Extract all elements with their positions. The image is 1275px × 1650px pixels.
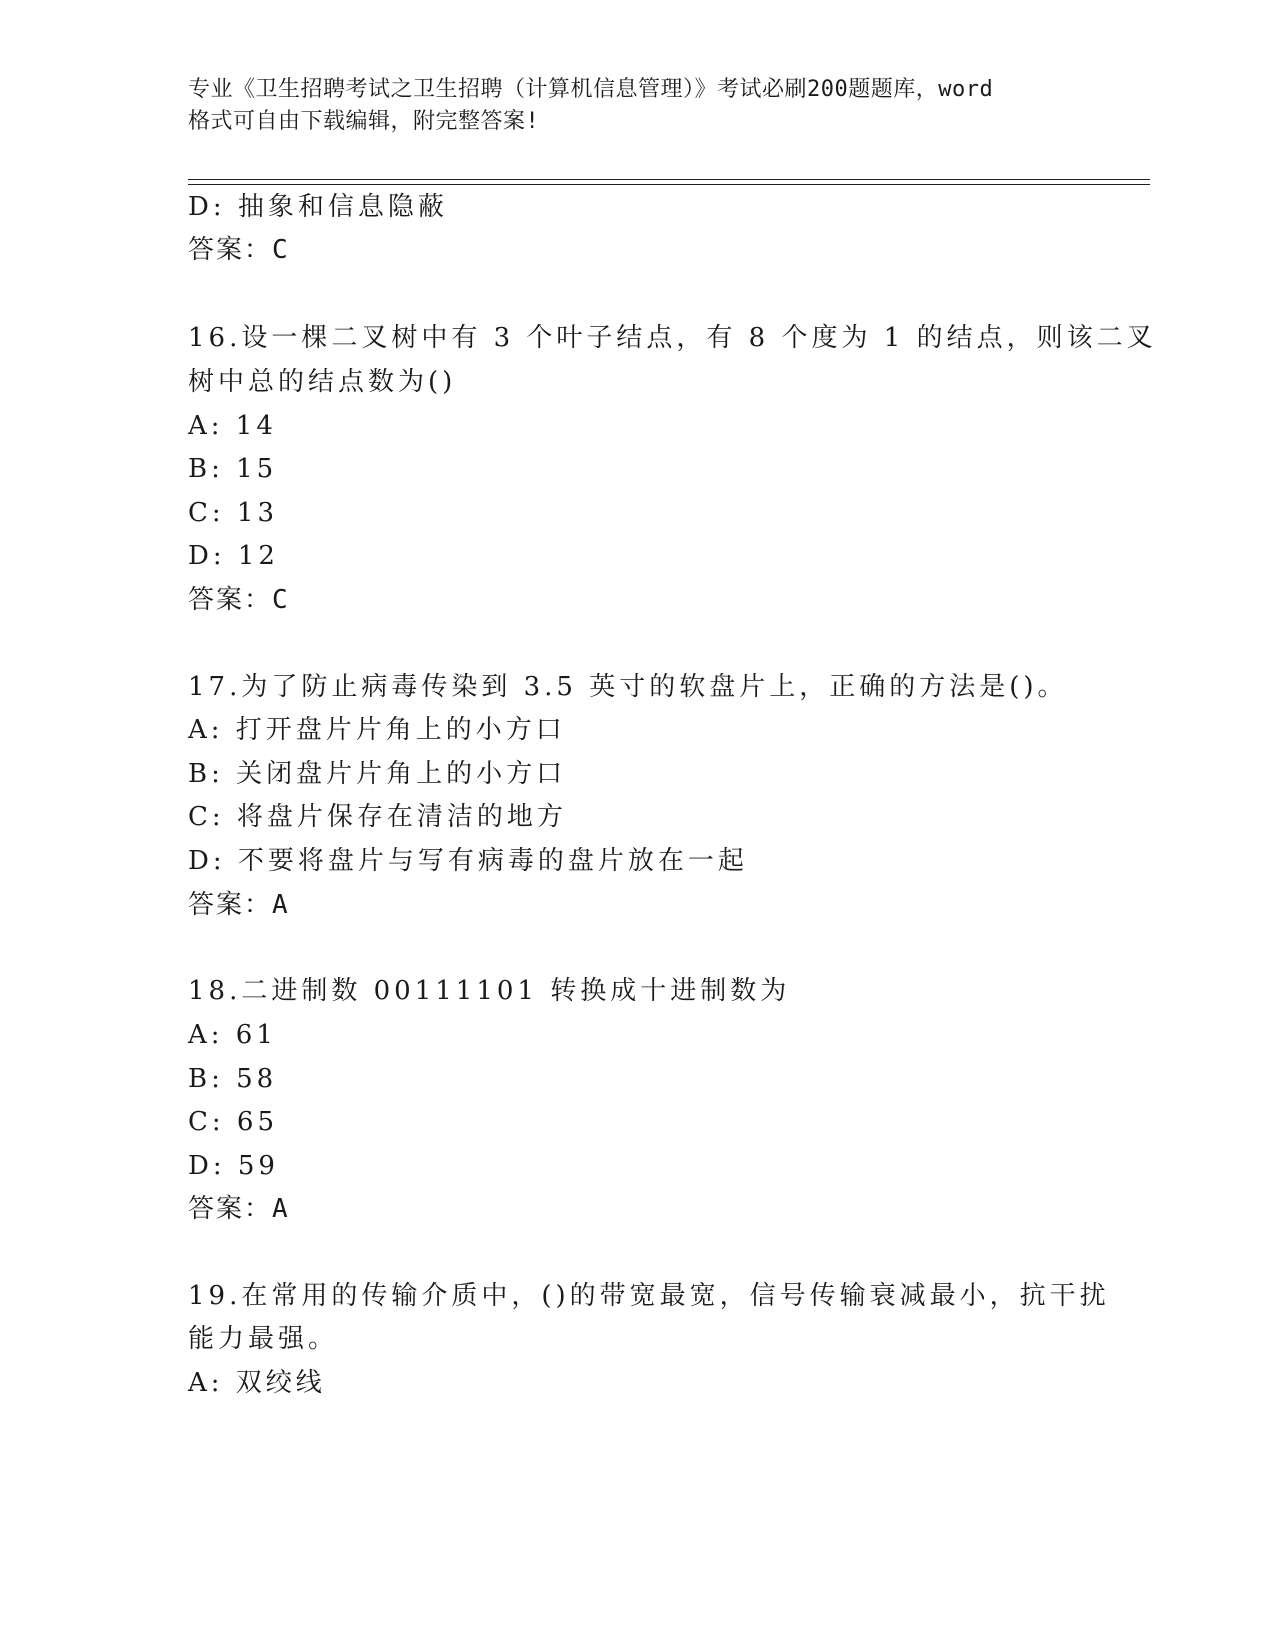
q18-option-c: C: 65 <box>188 1107 279 1137</box>
answer-value: C <box>272 235 290 265</box>
q19-stem-line-2: 能力最强。 <box>188 1324 339 1354</box>
q18-answer <box>188 1192 290 1226</box>
header-line-1: 专业《卫生招聘考试之卫生招聘（计算机信息管理）》考试必刷200题题库，word <box>188 77 994 102</box>
q16-option-c: C: 13 <box>188 498 279 528</box>
q18-option-d: D: 59 <box>188 1151 279 1181</box>
q16-answer <box>188 583 290 617</box>
q16-option-d: D: 12 <box>188 541 279 571</box>
q17-option-a: A: 打开盘片片角上的小方口 <box>188 715 566 745</box>
q16-option-a: A: 14 <box>188 411 277 441</box>
answer-label: 答案： <box>188 890 273 920</box>
answer-label: 答案： <box>188 1194 273 1224</box>
prev-answer <box>188 233 290 267</box>
q17-option-c: C: 将盘片保存在清洁的地方 <box>188 802 567 832</box>
document-header <box>188 74 1108 138</box>
q19-option-a: A: 双绞线 <box>188 1368 326 1398</box>
header-divider-top <box>188 179 1150 180</box>
q17-option-d: D: 不要将盘片与写有病毒的盘片放在一起 <box>188 846 748 876</box>
q16-stem-line-2: 树中总的结点数为() <box>188 367 457 397</box>
q18-option-a: A: 61 <box>188 1020 277 1050</box>
q16-stem-line-1: 16.设一棵二叉树中有 3 个叶子结点，有 8 个度为 1 的结点，则该二叉 <box>188 323 1157 353</box>
header-divider-bottom <box>188 184 1150 185</box>
q18-option-b: B: 58 <box>188 1064 278 1094</box>
answer-value: C <box>272 585 290 615</box>
q17-stem-line-1: 17.为了防止病毒传染到 3.5 英寸的软盘片上，正确的方法是()。 <box>188 672 1068 702</box>
q16-option-b: B: 15 <box>188 454 278 484</box>
q17-answer <box>188 888 290 922</box>
q17-option-b: B: 关闭盘片片角上的小方口 <box>188 759 567 789</box>
answer-label: 答案： <box>188 585 273 615</box>
prev-option-d: D: 抽象和信息隐蔽 <box>188 192 448 222</box>
answer-value: A <box>272 890 290 920</box>
answer-label: 答案： <box>188 235 273 265</box>
q18-stem-line-1: 18.二进制数 00111101 转换成十进制数为 <box>188 976 791 1006</box>
answer-value: A <box>272 1194 290 1224</box>
q19-stem-line-1: 19.在常用的传输介质中，()的带宽最宽，信号传输衰减最小，抗干扰 <box>188 1281 1110 1311</box>
header-line-2: 格式可自由下载编辑，附完整答案! <box>188 109 540 134</box>
